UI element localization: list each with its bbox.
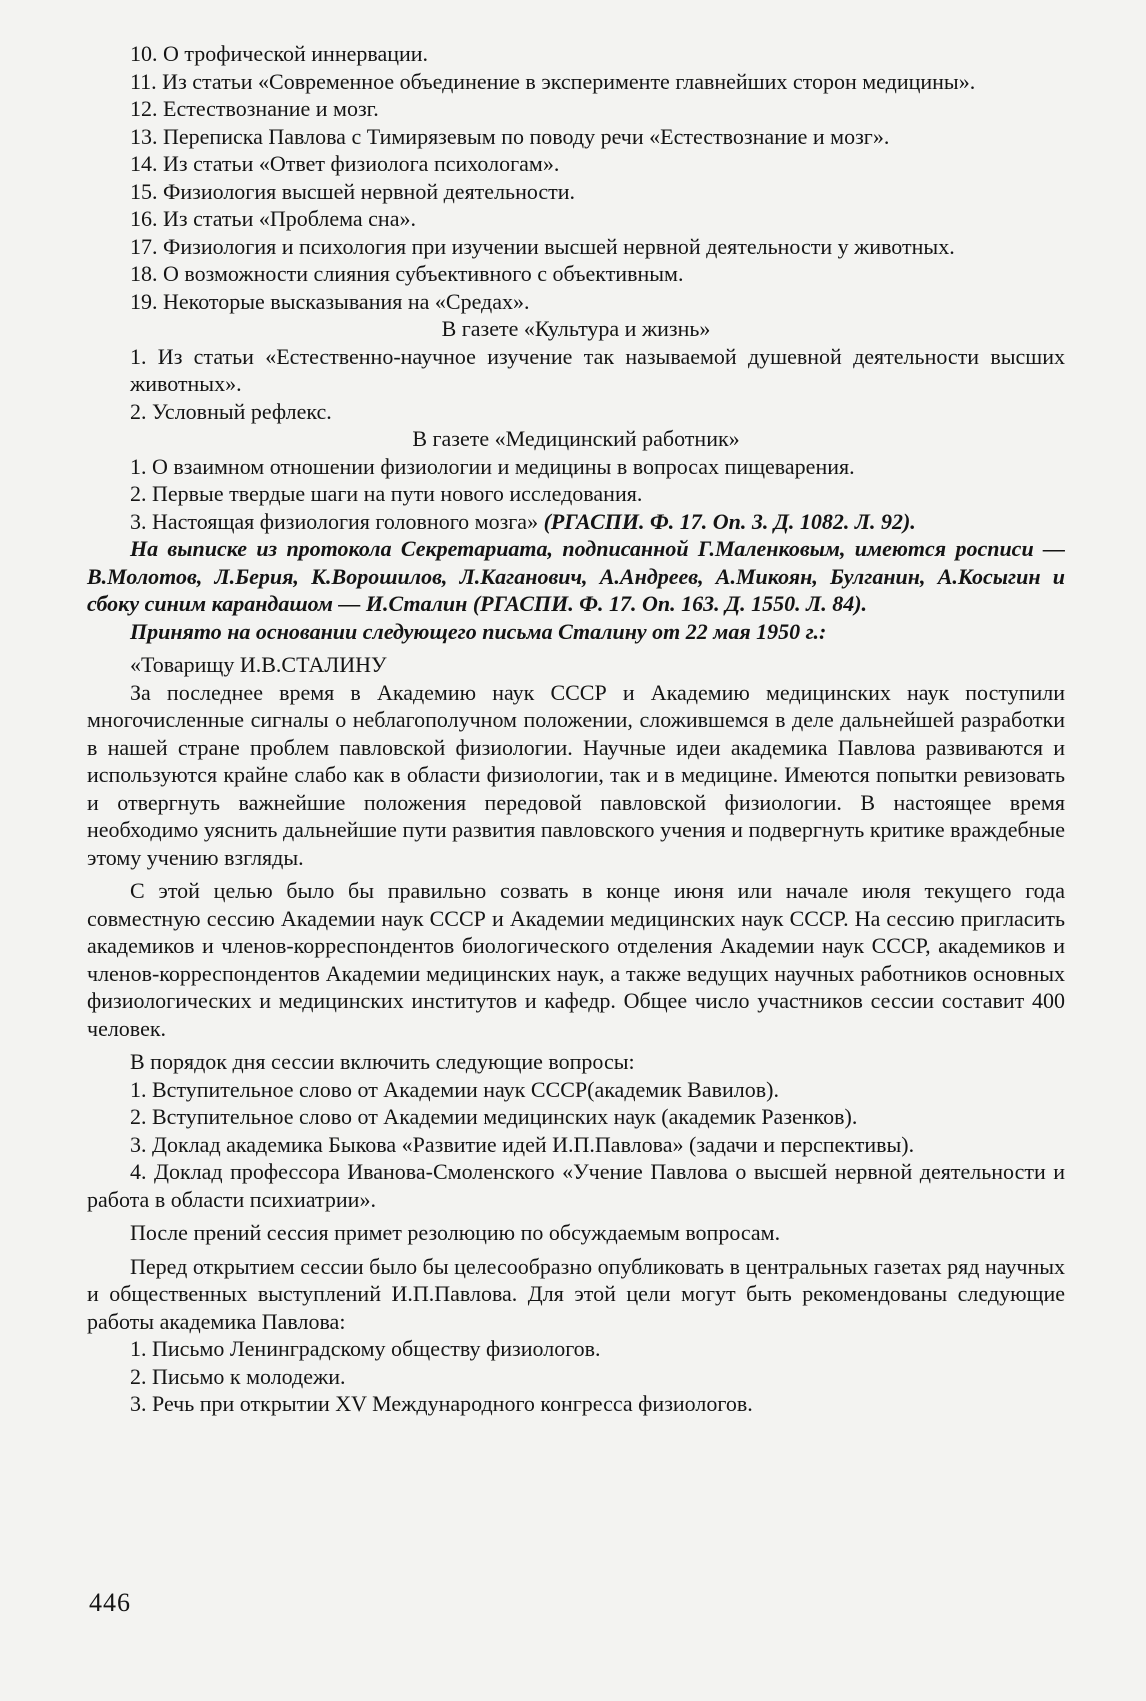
list-item: 14. Из статьи «Ответ физиолога психологам». <box>130 151 560 176</box>
list-a <box>87 40 1065 315</box>
list-item: 2. Вступительное слово от Академии медицинских наук (академик Разенков). <box>130 1104 858 1129</box>
works-list <box>87 1335 1065 1418</box>
editorial-note-signatures: На выписке из протокола Секретариата, подписанной Г.Маленковым, имеются росписи — В.Молотов, Л.Берия, К.Ворошилов, Л.Каганович, А.Андреев, А.Микоян, Булганин, А.Косыгин и сбоку синим карандашом — И.Сталин (РГАСПИ. Ф. 17. Оп. 163. Д. 1550. Л. 84). <box>87 536 1065 616</box>
list-item: 3. Речь при открытии XV Международного конгресса физиологов. <box>130 1391 753 1416</box>
list-item <box>87 508 1065 536</box>
list-item: 18. О возможности слияния субъективного с объективным. <box>130 261 684 286</box>
list-item: 10. О трофической иннервации. <box>130 41 429 66</box>
letter-paragraph: С этой целью было бы правильно созвать в конце июня или начале июля текущего года совместную сессию Академии наук СССР и Академии медицинских наук СССР. На сессию пригласить академиков и членов-корреспондентов биологического отделения Академии наук СССР, академиков и членов-корреспондентов Академии медицинских наук, а также ведущих научных работников основных физиологических и медицинских институтов и кафедр. Общее число участников сессии составит 400 человек. <box>87 878 1065 1041</box>
list-item: 4. Доклад профессора Иванова-Смоленского «Учение Павлова о высшей нервной деятельности и работа в области психиатрии». <box>87 1159 1065 1212</box>
page-number: 446 <box>89 1588 131 1617</box>
editorial-note-letter: Принято на основании следующего письма Сталину от 22 мая 1950 г.: <box>130 618 827 644</box>
list-item: 13. Переписка Павлова с Тимирязевым по поводу речи «Естествознание и мозг». <box>130 123 890 149</box>
list-c <box>87 453 1065 536</box>
list-item-text: 3. Настоящая физиология головного мозга» <box>130 508 539 534</box>
list-item: 11. Из статьи «Современное объединение в эксперименте главнейших сторон медицины». <box>130 68 976 94</box>
list-item: 2. Первые твердые шаги на пути нового исследования. <box>130 481 643 506</box>
list-item: 19. Некоторые высказывания на «Средах». <box>130 288 530 314</box>
section-heading-culture-and-life: В газете «Культура и жизнь» <box>441 316 711 341</box>
list-item: 1. Из статьи «Естественно-научное изучение так называемой душевной деятельности высших животных». <box>130 343 1065 396</box>
list-item: 17. Физиология и психология при изучении высшей нервной деятельности у животных. <box>130 233 955 259</box>
list-item: 15. Физиология высшей нервной деятельности. <box>130 178 576 204</box>
letter-paragraph: В порядок дня сессии включить следующие вопросы: <box>130 1049 635 1074</box>
list-item: 1. Вступительное слово от Академии наук СССР(академик Вавилов). <box>130 1076 779 1102</box>
list-item: 12. Естествознание и мозг. <box>130 96 379 121</box>
letter-paragraph: За последнее время в Академию наук СССР и Академию медицинских наук поступили многочисленные сигналы о неблагополучном положении, сложившемся в деле дальнейшей разработки в нашей стране проблем павловской физиологии. Научные идеи академика Павлова развиваются и используются крайне слабо как в области физиологии, так и в медицине. Имеются попытки ревизовать и отвергнуть важнейшие положения передовой павловской физиологии. В настоящее время необходимо уяснить дальнейшие пути развития павловского учения и подвергнуть критике враждебные этому учению взгляды. <box>87 679 1065 870</box>
letter-address: «Товарищу И.В.СТАЛИНУ <box>130 652 387 677</box>
list-item: 1. Письмо Ленинградскому обществу физиологов. <box>130 1336 601 1361</box>
agenda-list <box>87 1076 1065 1214</box>
list-item: 16. Из статьи «Проблема сна». <box>130 206 416 231</box>
letter-paragraph: Перед открытием сессии было бы целесообразно опубликовать в центральных газетах ряд научных и общественных выступлений И.П.Павлова. Для этой цели могут быть рекомендованы следующие работы академика Павлова: <box>87 1253 1065 1334</box>
list-item: 1. О взаимном отношении физиологии и медицины в вопросах пищеварения. <box>130 453 855 479</box>
section-heading-medical-worker: В газете «Медицинский работник» <box>412 426 740 451</box>
list-b <box>87 343 1065 426</box>
document-body <box>87 40 1065 1418</box>
archive-reference: (РГАСПИ. Ф. 17. Оп. 3. Д. 1082. Л. 92). <box>538 508 916 534</box>
list-item: 2. Письмо к молодежи. <box>130 1363 346 1389</box>
list-item: 3. Доклад академика Быкова «Развитие идей И.П.Павлова» (задачи и перспективы). <box>130 1131 915 1157</box>
list-item: 2. Условный рефлекс. <box>130 398 332 424</box>
letter-paragraph: После прений сессия примет резолюцию по обсуждаемым вопросам. <box>130 1220 781 1245</box>
